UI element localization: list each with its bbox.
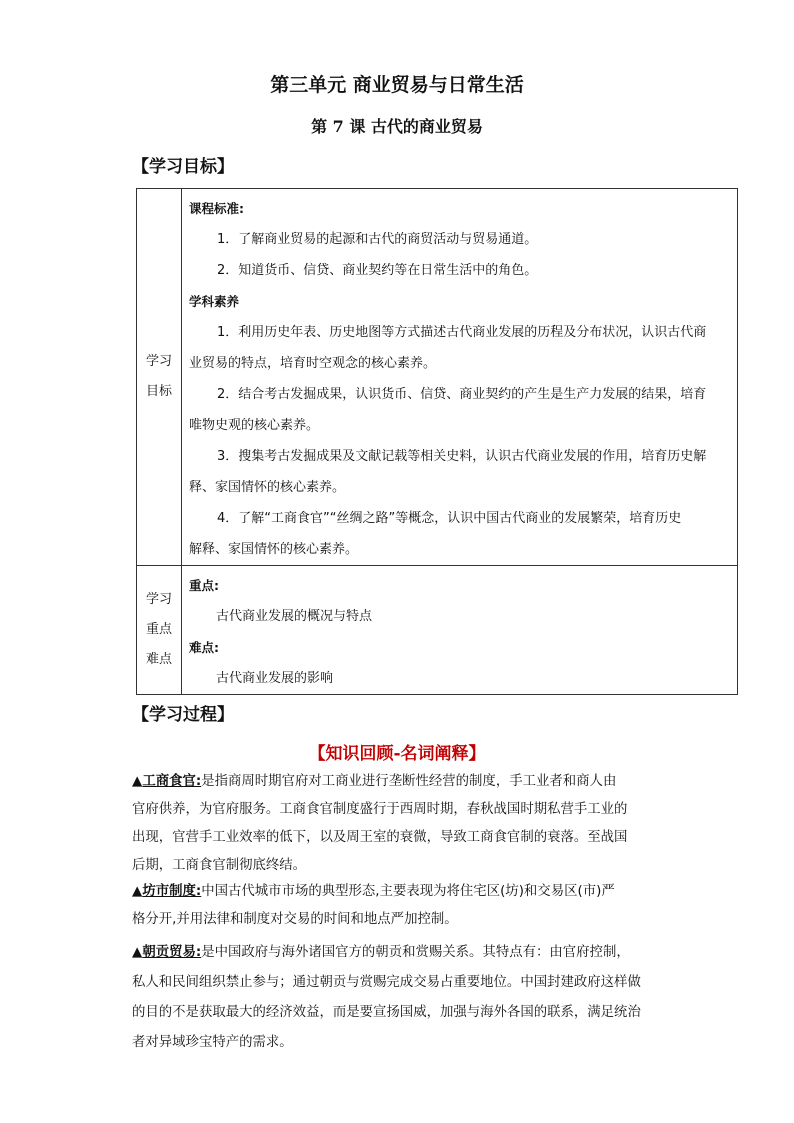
literacy-item: 4．了解“工商食官”“丝绸之路”等概念，认识中国古代商业的发展繁荣，培育历史 (217, 511, 682, 526)
entry-line (132, 878, 672, 906)
term-entry-gongshang (132, 768, 672, 880)
key-points-row (137, 566, 738, 695)
difficult-label: 难点: (189, 640, 219, 655)
term-text: 中国古代城市市场的典型形态,主要表现为将住宅区(坊)和交易区(市)严 (201, 884, 615, 899)
key-points-content (182, 566, 738, 695)
goals-content (182, 189, 738, 566)
term-text: 是中国政府与海外诸国官方的朝贡和赏赐关系。其特点有：由官府控制， (201, 945, 630, 960)
triangle-marker: ▲ (132, 884, 143, 899)
standards-label: 课程标准: (189, 201, 244, 216)
label-line: 学习 (145, 354, 172, 369)
difficult-text: 古代商业发展的影响 (216, 671, 334, 686)
term-label: 工商食官: (142, 774, 202, 789)
literacy-item: 3．搜集考古发掘成果及文献记载等相关史料，认识古代商业发展的作用，培育历史解 (217, 449, 707, 464)
term-text: 是指商周时期官府对工商业进行垄断性经营的制度，手工业者和商人由 (201, 774, 617, 789)
entry-line: 后期，工商食官制彻底终结。 (132, 858, 307, 873)
triangle-marker: ▲ (132, 945, 143, 960)
entry-line: 官府供养，为官府服务。工商食官制度盛行于西周时期，春秋战国时期私营手工业的 (132, 802, 628, 817)
literacy-item: 2．结合考古发掘成果，认识货币、信贷、商业契约的产生是生产力发展的结果，培育 (217, 387, 707, 402)
standard-item: 1．了解商业贸易的起源和古代的商贸活动与贸易通道。 (217, 232, 538, 247)
term-entry-chaogong (132, 938, 672, 1058)
recall-heading: 【知识回顾-名词阐释】 (308, 744, 486, 764)
term-label: 朝贡贸易: (142, 945, 202, 960)
goals-row-label (137, 189, 182, 566)
literacy-label: 学科素养 (189, 294, 240, 309)
label-line: 目标 (145, 384, 172, 399)
literacy-item-cont: 释、家国情怀的核心素养。 (189, 480, 346, 495)
unit-title: 第三单元 商业贸易与日常生活 (270, 74, 524, 96)
goals-row (137, 189, 738, 566)
label-line: 重点 (145, 622, 172, 637)
entry-line (132, 938, 672, 968)
entry-line (132, 768, 672, 796)
entry-line: 的目的不是获取最大的经济效益，而是要宣扬国威，加强与海外各国的联系，满足统治 (132, 1005, 641, 1020)
term-entry-fangshi (132, 878, 672, 934)
literacy-item: 1．利用历史年表、历史地图等方式描述古代商业发展的历程及分布状况，认识古代商 (217, 325, 707, 340)
goals-heading: 【学习目标】 (132, 157, 234, 177)
label-line: 难点 (145, 652, 172, 667)
entry-line: 私人和民间组织禁止参与；通过朝贡与赏赐完成交易占重要地位。中国封建政府这样做 (132, 975, 641, 990)
entry-line: 者对异域珍宝特产的需求。 (132, 1035, 293, 1050)
literacy-item-cont: 业贸易的特点，培育时空观念的核心素养。 (189, 356, 437, 371)
key-points-row-label (137, 566, 182, 695)
key-label: 重点: (189, 578, 219, 593)
literacy-item-cont: 唯物史观的核心素养。 (189, 418, 320, 433)
lesson-title: 第 7 课 古代的商业贸易 (311, 117, 483, 136)
term-label: 坊市制度: (142, 884, 202, 899)
goals-table (136, 188, 738, 695)
literacy-item-cont: 解释、家国情怀的核心素养。 (189, 542, 359, 557)
key-text: 古代商业发展的概况与特点 (216, 609, 373, 624)
triangle-marker: ▲ (132, 774, 143, 789)
label-line: 学习 (145, 592, 172, 607)
entry-line: 出现，官营手工业效率的低下，以及周王室的衰微，导致工商食官制的衰落。至战国 (132, 830, 628, 845)
process-heading: 【学习过程】 (132, 705, 234, 725)
entry-line: 格分开,并用法律和制度对交易的时间和地点严加控制。 (132, 912, 458, 927)
standard-item: 2．知道货币、信贷、商业契约等在日常生活中的角色。 (217, 263, 538, 278)
